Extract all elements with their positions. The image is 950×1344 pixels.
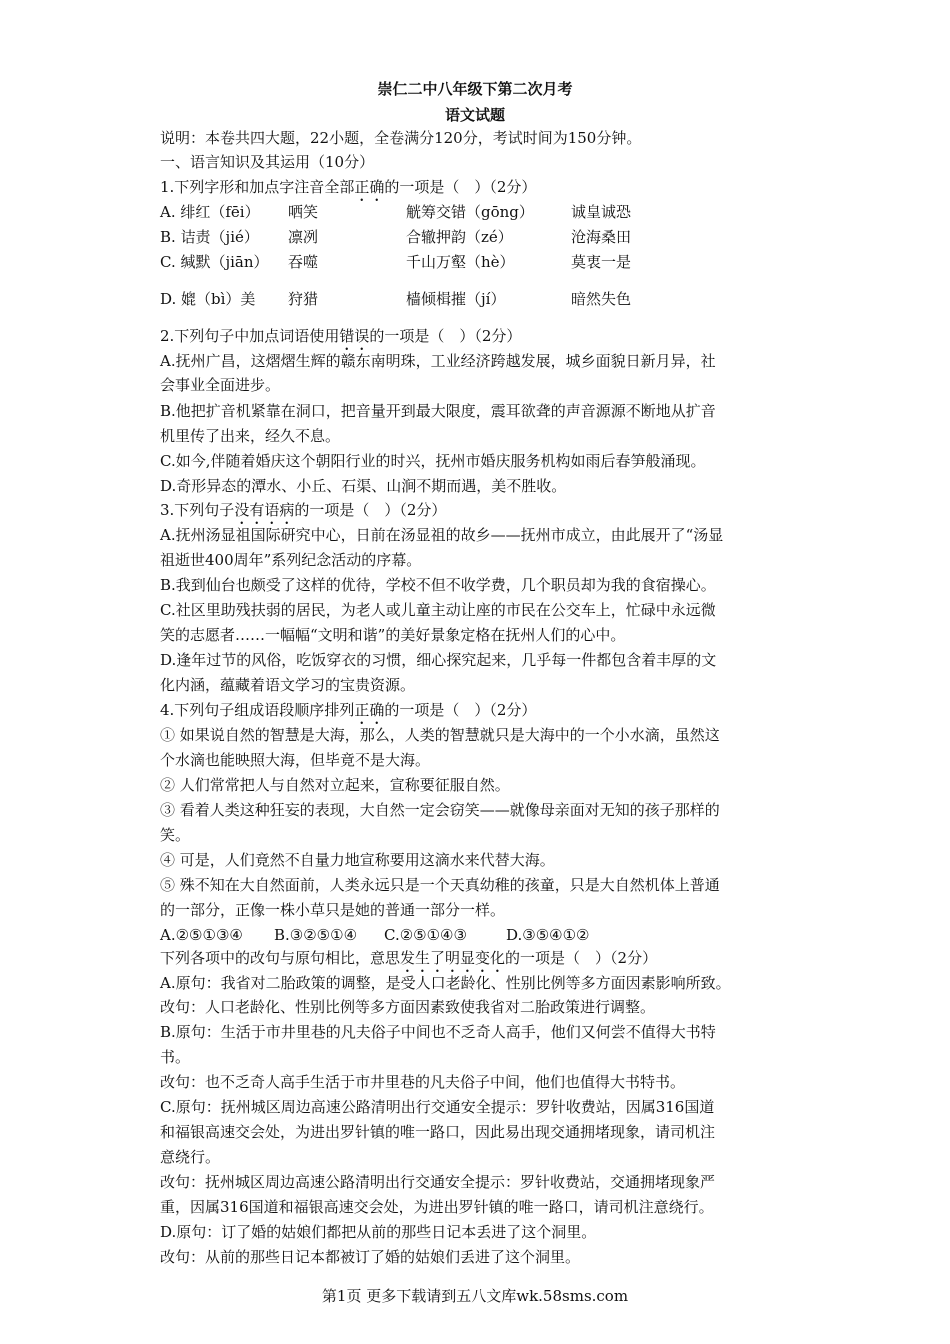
q4-option-b: B.③②⑤①④ [274, 926, 358, 944]
q4-sentence-2: ② 人们常常把人与自然对立起来，宣称要征服自然。 [160, 776, 510, 794]
q4-sentence-1-line1: ① 如果说自然的智慧是大海，那么，人类的智慧就只是大海中的一个小水滴，虽然这 [160, 726, 720, 744]
q5-option-c-original-line1: C.原句：抚州城区周边高速公路清明出行交通安全提示：罗针收费站，因属316国道 [160, 1098, 715, 1116]
q4-sentence-1-line2: 个水滴也能映照大海，但毕竟不是大海。 [160, 751, 431, 769]
q1-option-d: D. 媲（bì）美 狩猎 樯倾楫摧（jí） 暗然失色 [160, 290, 632, 308]
q5-option-b-revised: 改句：也不乏奇人高手生活于市井里巷的凡夫俗子中间，他们也值得大书特书。 [160, 1073, 686, 1091]
question-4-stem: 4.下列句子组成语段顺序排列正确的一项是（ ）（2分） [160, 701, 537, 719]
q5-option-b-original-line1: B.原句：生活于市井里巷的凡夫俗子中间也不乏奇人高手，他们又何尝不值得大书特 [160, 1023, 716, 1041]
q5-option-d-original: D.原句：订了婚的姑娘们都把从前的那些日记本丢进了这个洞里。 [160, 1223, 597, 1241]
q4-sentence-4: ④ 可是，人们竟然不自量力地宣称要用这滴水来代替大海。 [160, 851, 555, 869]
page-footer: 第1页 更多下载请到五八文库wk.58sms.com [321, 1287, 629, 1305]
q2-option-c: C.如今,伴随着婚庆这个朝阳行业的时兴，抚州市婚庆服务机构如雨后春笋般涌现。 [160, 452, 706, 470]
q4-option-c: C.②⑤①④③ [384, 926, 467, 944]
q1-option-b: B. 诘责（jié） 凛冽 合辙押韵（zé） 沧海桑田 [160, 228, 632, 246]
q4-sentence-5-line1: ⑤ 殊不知在大自然面前，人类永远只是一个天真幼稚的孩童，只是大自然机体上普通 [160, 876, 720, 894]
q4-option-a: A.②⑤①③④ [160, 926, 243, 944]
q1-option-a: A. 绯红（fēi） 哂笑 觥筹交错（gōng） 诚皇诚恐 [160, 203, 632, 221]
q5-option-c-original-line2: 和福银高速交会处，为进出罗针镇的唯一路口，因此易出现交通拥堵现象，请司机注 [160, 1123, 716, 1141]
q2-option-a-line2: 会事业全面进步。 [160, 376, 281, 394]
q5-option-c-original-line3: 意绕行。 [160, 1148, 221, 1166]
q4-option-d: D.③⑤④①② [506, 926, 590, 944]
question-2-stem: 2.下列句子中加点词语使用错误的一项是（ ）（2分） [160, 327, 522, 345]
q4-options [160, 925, 590, 945]
exam-subtitle: 语文试题 [444, 106, 505, 124]
q1-option-c: C. 缄默（jiān） 吞噬 千山万壑（hè） 莫衷一是 [160, 253, 632, 271]
q3-option-d-line2: 化内涵，蕴藏着语文学习的宝贵资源。 [160, 676, 416, 694]
exam-title: 崇仁二中八年级下第二次月考 [377, 80, 573, 98]
q3-option-c-line1: C.社区里助残扶弱的居民，为老人或儿童主动让座的市民在公交车上，忙碌中永远微 [160, 601, 716, 619]
section-heading: 一、语言知识及其运用（10分） [160, 153, 375, 171]
q3-option-a-line1: A.抚州汤显祖国际研究中心，日前在汤显祖的故乡——抚州市成立，由此展开了“汤显 [160, 526, 724, 544]
q3-option-c-line2: 笑的志愿者……一幅幅“文明和谐”的美好景象定格在抚州人们的心中。 [160, 626, 626, 644]
question-3-stem: 3.下列句子没有语病的一项是（ ）（2分） [160, 501, 447, 519]
q4-sentence-5-line2: 的一部分，正像一株小草只是她的普通一部分一样。 [160, 901, 506, 919]
q4-sentence-3-line1: ③ 看着人类这种狂妄的表现，大自然一定会窃笑——就像母亲面对无知的孩子那样的 [160, 801, 720, 819]
q2-option-b-line2: 机里传了出来，经久不息。 [160, 427, 341, 445]
q5-option-c-revised-line1: 改句：抚州城区周边高速公路清明出行交通安全提示：罗针收费站，交通拥堵现象严 [160, 1173, 716, 1191]
q2-option-a-line1: A.抚州广昌，这熠熠生辉的赣东南明珠，工业经济跨越发展，城乡面貌日新月异，社 [160, 352, 716, 370]
q5-option-a-original: A.原句：我省对二胎政策的调整，是受人口老龄化、性别比例等多方面因素影响所致。 [160, 974, 731, 992]
q2-option-d: D.奇形异态的潭水、小丘、石渠、山涧不期而遇，美不胜收。 [160, 477, 567, 495]
q4-sentence-3-line2: 笑。 [160, 826, 191, 844]
q3-option-d-line1: D.逢年过节的风俗，吃饭穿衣的习惯，细心探究起来，几乎每一件都包含着丰厚的文 [160, 651, 717, 669]
q5-option-c-revised-line2: 重，因属316国道和福银高速交会处，为进出罗针镇的唯一路口，请司机注意绕行。 [160, 1198, 714, 1216]
exam-note: 说明：本卷共四大题，22小题，全卷满分120分，考试时间为150分钟。 [160, 129, 642, 147]
q5-option-d-revised: 改句：从前的那些日记本都被订了婚的姑娘们丢进了这个洞里。 [160, 1248, 581, 1266]
question-5-stem: 下列各项中的改句与原句相比，意思发生了明显变化的一项是（ ）（2分） [160, 949, 658, 967]
q5-option-a-revised: 改句：人口老龄化、性别比例等多方面因素致使我省对二胎政策进行调整。 [160, 998, 656, 1016]
q3-option-b: B.我到仙台也颇受了这样的优待，学校不但不收学费，几个职员却为我的食宿操心。 [160, 576, 716, 594]
q5-option-b-original-line2: 书。 [160, 1048, 191, 1066]
q2-option-b-line1: B.他把扩音机紧靠在洞口，把音量开到最大限度，震耳欲聋的声音源源不断地从扩音 [160, 402, 716, 420]
q3-option-a-line2: 祖逝世400周年”系列纪念活动的序幕。 [160, 551, 422, 569]
question-1-stem: 1.下列字形和加点字注音全部正确的一项是（ ）（2分） [160, 178, 537, 196]
